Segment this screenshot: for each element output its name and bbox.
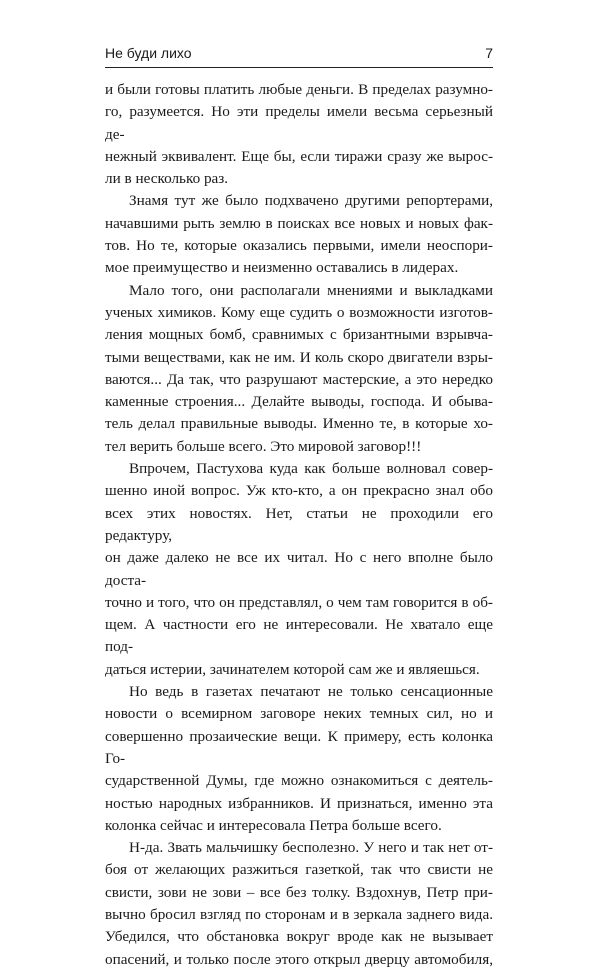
paragraph <box>105 280 493 458</box>
paragraph <box>105 458 493 681</box>
paragraph <box>105 190 493 279</box>
text-line: нежный эквивалент. Еще бы, если тиражи сразу же вырос- <box>105 147 493 165</box>
text-line: Мало того, они располагали мнениями и выкладками <box>129 281 493 299</box>
text-line: Впрочем, Пастухова куда как больше волновал совер- <box>129 460 493 478</box>
text-line: ваются... Да так, что разрушают мастерские, а это нередко <box>105 370 493 388</box>
text-line: колонка сейчас и интересовала Петра больше всего. <box>105 816 442 834</box>
text-line: свисти, зови не зови – все без толку. Вздохнув, Петр при- <box>105 883 493 901</box>
text-line: и были готовы платить любые деньги. В пределах разумно- <box>105 81 493 98</box>
header-rule <box>105 67 493 68</box>
text-line: тель делал правильные выводы. Именно те, в которые хо- <box>105 415 493 433</box>
text-line: тыми веществами, как не им. И коль скоро двигатели взры- <box>105 348 493 366</box>
text-line: Знамя тут же было подхвачено другими репортерами, <box>129 192 493 210</box>
text-line: шенно иной вопрос. Уж кто-кто, а он прекрасно знал обо <box>105 482 493 500</box>
text-line: сударственной Думы, где можно ознакомиться с деятель- <box>105 772 493 790</box>
text-line: ностью народных избранников. И признаться, именно эта <box>105 794 493 812</box>
paragraph <box>105 79 493 190</box>
text-line: вычно бросил взгляд по сторонам и в зеркала заднего вида. <box>105 905 493 923</box>
text-line: мое преимущество и неизменно оставались в лидерах. <box>105 259 459 277</box>
text-line: опасений, и только после этого открыл дверцу автомобиля, <box>105 950 493 968</box>
running-head <box>105 45 493 61</box>
text-line: щем. А частности его не интересовали. Не хватало еще под- <box>105 616 493 656</box>
text-line: Н-да. Звать мальчишку бесполезно. У него и так нет от- <box>129 839 493 857</box>
text-line: ли в несколько раз. <box>105 170 229 188</box>
text-line: тел верить больше всего. Это мировой заговор!!! <box>105 437 422 455</box>
text-line: всех этих новостях. Нет, статьи не проходили его редактуру, <box>105 504 493 544</box>
text-line: каменные строения... Делайте выводы, господа. И обыва- <box>105 393 493 411</box>
text-line: даться истерии, зачинателем которой сам же и являешься. <box>105 660 480 678</box>
paragraph <box>105 681 493 837</box>
text-line: Но ведь в газетах печатают не только сенсационные <box>129 683 493 701</box>
text-line: совершенно прозаические вещи. К примеру, есть колонка Го- <box>105 727 493 767</box>
text-line: Убедился, что обстановка вокруг вроде как не вызывает <box>105 928 493 946</box>
text-line: ученых химиков. Кому еще судить о возможности изготов- <box>105 303 493 321</box>
text-line: ления мощных бомб, сравнимых с бризантными взрывча- <box>105 326 493 344</box>
text-line: боя от желающих разжиться газеткой, так что свисти не <box>105 861 493 879</box>
text-line: го, разумеется. Но эти пределы имели весьма серьезный де- <box>105 103 493 143</box>
body-text <box>105 79 493 971</box>
text-line: точно и того, что он представлял, о чем там говорится в об- <box>105 593 493 611</box>
book-title: Не буди лихо <box>105 45 192 61</box>
text-line: тов. Но те, которые оказались первыми, имели неоспори- <box>105 237 493 255</box>
page-number: 7 <box>485 45 493 61</box>
text-line: он даже далеко не все их читал. Но с него вполне было доста- <box>105 549 493 589</box>
text-line: новости о всемирном заговоре неких темных сил, но и <box>105 705 493 723</box>
paragraph <box>105 837 493 971</box>
text-line: начавшими рыть землю в поисках все новых и новых фак- <box>105 214 493 232</box>
